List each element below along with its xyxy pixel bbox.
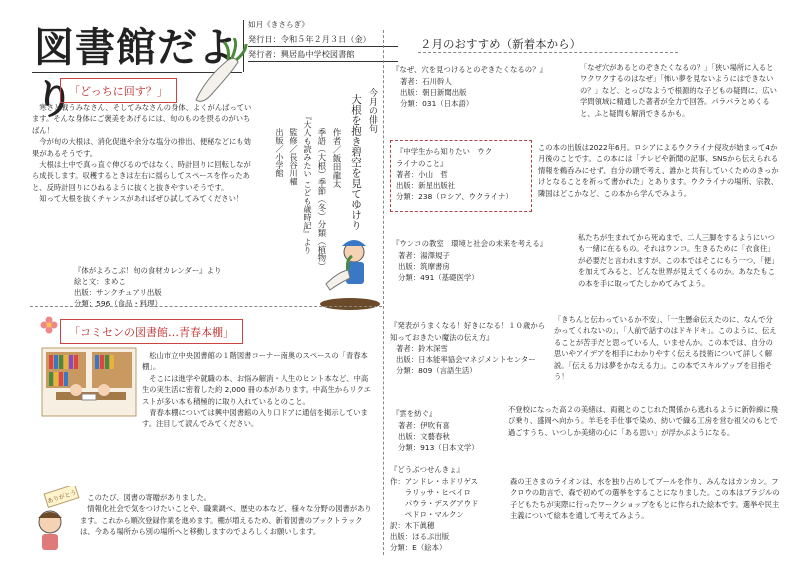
- book-1: [392, 64, 578, 109]
- publisher: 発行者：興居島中学校図書館: [248, 47, 398, 62]
- section1-paragraph: 今が旬の大根は、消化促進や余分な塩分の排出、便秘などにも効果があるそうです。: [32, 137, 251, 158]
- book-title: 『なぜ、穴を見つけるとのぞきたくなるの？』: [392, 65, 547, 74]
- book-title: 『ウンコの教室 環境と社会の未来を考える』: [392, 239, 548, 248]
- book-meta: 分類：031（日本語）: [400, 98, 474, 108]
- library-illustration: [40, 346, 138, 418]
- issue-date: 発行日：令和５年２月３日（金）: [248, 32, 398, 47]
- book-meta: 出版：ほるぷ出版: [390, 531, 450, 541]
- book-meta: 出版：日本能率協会マネジメントセンター: [396, 355, 536, 364]
- newsletter-title: 図書館だより: [34, 24, 239, 123]
- daikon-icon: [188, 38, 248, 108]
- book-2: [396, 146, 536, 202]
- book-meta: 分類：913（日本文学）: [398, 442, 479, 452]
- section2-heading-box: [60, 319, 243, 344]
- masthead-info: [248, 18, 398, 62]
- section1-book-author: 絵と文：まめこ: [74, 277, 126, 286]
- recommend-heading-rule: [418, 52, 678, 53]
- book-meta: 出版：朝日新聞出版: [400, 87, 467, 97]
- section1-paragraph: 寒さと戦うみなさん、そしてみなさんの身体、よくがんばっています。そんな身体にご褒美をあげるには、旬のものを摂るのがいちばん！: [32, 103, 252, 135]
- section2-paragraph: 青春本棚については興中図書館の入り口ドアに通信を掲示しています。注目して読んでみてください。: [142, 408, 368, 429]
- book-meta: 著者：小山 哲: [396, 170, 448, 179]
- book-meta: 著者：湯澤規子: [398, 250, 450, 260]
- section-separator: [30, 306, 382, 307]
- book-2-desc: この本の出版は2022年6月。ロシアによるウクライナ侵攻が始まって4か月後のことです。この本には「テレビや新聞の記事、SNSから伝えられる情報を鵜呑みにせず、自分の頭で考え、誰かと共有していくためのきっかけとなることを祈って書かれた」とあります。ウクライナの場所、宗教、隣国はどこかなど、この本から学んでみよう。: [538, 143, 779, 198]
- book-meta: 分類：809（言語生活）: [396, 366, 477, 375]
- book-meta: 作：アンドレ・ホドリゲス: [390, 476, 478, 486]
- flower-icon: [40, 316, 58, 334]
- haiku-source: 『大人も読みたい こども歳時記』より: [303, 112, 313, 255]
- book-meta: 分類：491（基礎医学）: [398, 272, 479, 282]
- book-meta: 出版：筑摩書房: [398, 261, 450, 271]
- section1-heading: 「どっちに回す？」: [69, 85, 168, 98]
- haiku-publisher: 出版／小学館: [275, 128, 285, 178]
- section1-paragraph: 知って大根を抜くチャンスがあればぜひ試してみてください！: [39, 194, 244, 204]
- recommend-heading: ２月のおすすめ（新着本から）: [420, 37, 582, 51]
- section1-paragraph: 大根は土中で真っ直ぐ伸びるのではなく、時計回りに回転しながら成長します。収穫するときは左右に揺らしてスペースを作ったあと、反時計回りにひねるように抜くと抜きやすいそうです。: [32, 160, 251, 192]
- book-meta: 著者：石川幹人: [400, 76, 452, 86]
- column-divider: [383, 30, 384, 555]
- section1-heading-box: [60, 78, 177, 103]
- section2-closing: [80, 492, 376, 538]
- section2-paragraph: 松山市立中央図書館の１階図書コーナー南奥のスペースの「青春本棚」。: [142, 351, 368, 372]
- book-meta: 分類：238（ロシア、ウクライナ）: [396, 192, 513, 201]
- book-6-desc: 森の王さまのライオンは、水を独り占めしてプールを作り、みんなはカンカン。フクロウの助言で、森で初めての選挙をすることになりました。この本はブラジルの子どもたちが実際に行ったワークショップをもとに作られた絵本です。選挙や民主主義について絵本を通して考えてみよう。: [510, 477, 780, 521]
- book-meta: 著者：鈴木深雪: [396, 344, 448, 353]
- thanks-character: [28, 486, 80, 552]
- section1-body: [32, 102, 254, 205]
- book-title: 『雲を紡ぐ』: [392, 409, 437, 418]
- book-meta: パウラ・デスグアウド: [390, 498, 479, 508]
- book-meta: 出版：文藝春秋: [398, 431, 450, 441]
- closing-paragraph: 情報化社会で気をつけたいことや、職業調べ、歴史の本など、様々な分野の図書があります。これから順次登録作業を進めます。棚が増えるため、新着図書のブックトラックは、今ある場所から別の場所へと移動しますのでよろしくお願いします。: [80, 504, 372, 537]
- closing-paragraph: このたび、図書の寄贈がありました。: [87, 493, 212, 502]
- haiku-author: 作者／飯田龍太: [331, 128, 341, 189]
- book-meta: 出版：新星出版社: [396, 181, 456, 190]
- book-meta: 分類：E（絵本）: [390, 542, 447, 552]
- thanks-sign-text: ありがとう: [46, 489, 78, 506]
- haiku-poem: 大根を抱き碧空を見てゆけり: [350, 94, 362, 231]
- book-title: 『発表がうまくなる！好きになる！１０歳から知っておきたい魔法の伝え方』: [390, 321, 546, 342]
- haiku-season: 季語（大根）季節（冬）分類（植物）: [317, 128, 327, 271]
- section1-book: [74, 265, 264, 309]
- section1-book-title: 『体がよろこぶ！旬の食材カレンダー』より: [74, 266, 222, 275]
- section1-book-class: 分類：596（食品・料理）: [74, 299, 163, 308]
- section1-book-publisher: 出版：サンクチュアリ出版: [74, 288, 162, 297]
- book-4-desc: 「きちんと伝わっているか不安」、「一生懸命伝えたのに、なんで分かってくれないの」、「人前で話すのはドキドキ」。このように、伝えることが苦手だと思っている人、いませんか。この本では、自分の思いやアイデアを相手にわかりやすく伝える技術について詳しく解説。「伝える力は夢をかなえる力」。この本でスキルアップを目指そう！: [554, 315, 777, 382]
- haiku-label: 今月の俳句: [367, 88, 377, 133]
- book-1-desc: 「なぜ穴があるとのぞきたくなるの？」「狭い場所に入るとワクワクするのはなぜ」「怖い夢を見ないようにはできないの？」など、とっぴなようで根源的な子どもの疑問に、広い学問領域に精通した著者が全力で回答。パラパラとめくると、ふと疑問も解消できるかも。: [580, 63, 777, 118]
- farmer-illustration: [318, 232, 382, 310]
- section2-body: [142, 350, 374, 430]
- book-title: 『中学生から知りたい ウクライナのこと』: [396, 147, 493, 168]
- book-title: 『どうぶつせんきょ』: [390, 465, 464, 474]
- book-meta: 著者：伊吹有喜: [398, 420, 450, 430]
- book-4: [390, 320, 550, 376]
- book-meta: ラリッサ・ヒベイロ: [390, 487, 471, 497]
- book-meta: 訳：木下眞穂: [390, 520, 435, 530]
- book-meta: ペドロ・マルクン: [390, 509, 464, 519]
- book-3-desc: 私たちが生まれてから死ぬまで、二人三脚をするようにいつも一緒に在るもの。それはウンコ。生きるために「衣食住」が必要だと言われますが、この本ではそこにもう一つ、「便」を加えてみると、どんな世界が見えてくるのか。あなたもこの本を手に取ってたしかめてみてよう。: [578, 233, 779, 288]
- section2-heading: 「コミセンの図書館…青春本棚」: [69, 326, 234, 339]
- book-3: [392, 238, 576, 283]
- section2-paragraph: そこには進学や就職の本、お悩み解消・人生のヒント本など、中高生の実生活に密着した約 2,000 冊の本があります。中高生からリクエストが多い本も積極的に取り入れているとのこと。: [142, 373, 371, 406]
- book-5-desc: 不登校になった高２の美緒は、両親とのこじれた関係から逃れるように新幹線に飛び乗り、盛岡へ向かう。羊毛を手仕事で染め、紡いで織る工房を営む祖父のもとで過ごすうち、いつしか美緒の心に「ある思い」が浮かぶようになる。: [508, 405, 778, 437]
- book-5: [392, 408, 522, 453]
- haiku-editor: 監修／長谷川櫂: [289, 128, 299, 186]
- book-6: [390, 464, 508, 553]
- month-name: 如月《きさらぎ》: [248, 20, 309, 29]
